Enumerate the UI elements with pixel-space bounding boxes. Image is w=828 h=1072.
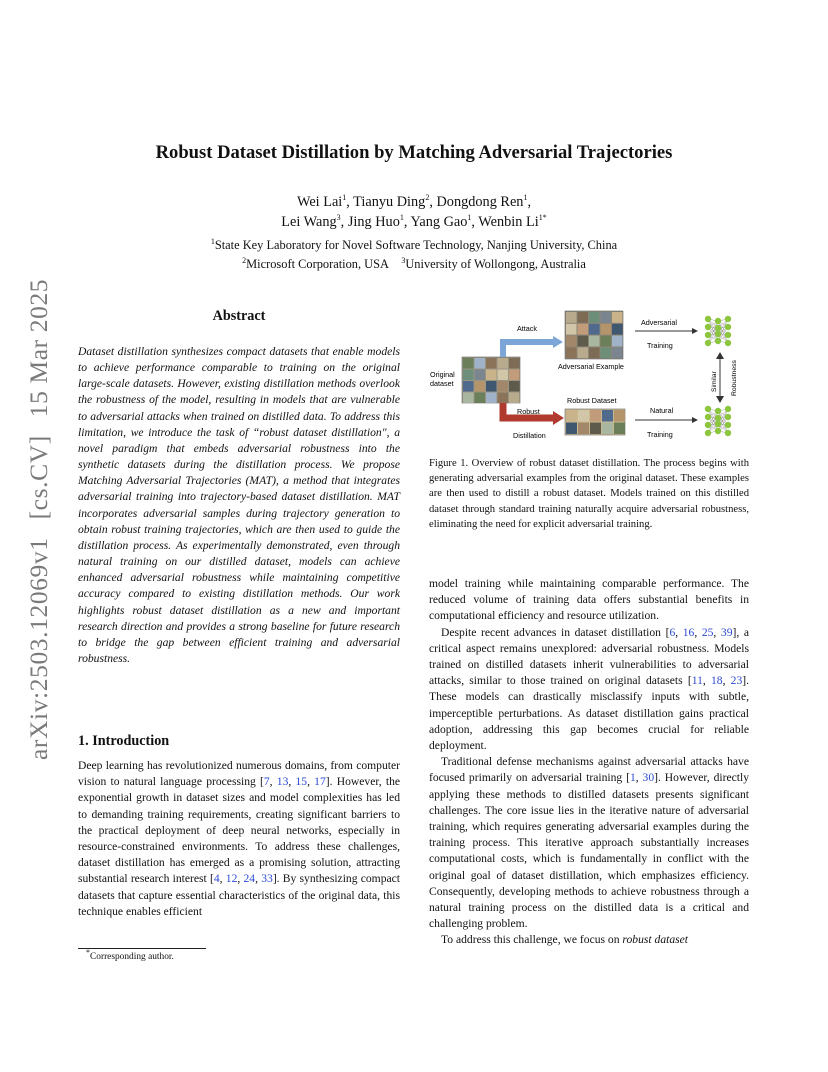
arxiv-side-stamp xyxy=(14,280,64,760)
network-node xyxy=(725,324,731,330)
author-affiliation-mark: 3 xyxy=(336,213,341,223)
author-affiliation-mark: 2 xyxy=(425,193,430,203)
intro-paragraph-3 xyxy=(429,754,749,932)
thumbnail-image xyxy=(566,324,577,335)
network-node xyxy=(715,318,721,324)
original-label-1: Original xyxy=(430,370,455,379)
thumbnail-image xyxy=(590,423,601,435)
thumbnail-image xyxy=(578,347,589,358)
author-name: Wei Lai xyxy=(296,194,343,210)
thumbnail-image xyxy=(566,336,577,347)
thumbnail-image xyxy=(601,324,612,335)
paragraph-text: Deep learning has revolutionized numerous domains, from computer vision to natural language processing [ xyxy=(78,759,400,789)
thumbnail-image xyxy=(589,347,600,358)
network-node xyxy=(715,408,721,414)
thumbnail-image xyxy=(509,358,520,369)
footnote: *Corresponding author. xyxy=(86,947,174,962)
paragraph-text: , xyxy=(694,625,702,639)
network-node xyxy=(705,324,711,330)
network-node xyxy=(725,340,731,346)
thumbnail-image xyxy=(475,370,486,381)
thumbnail-image xyxy=(612,312,623,323)
paragraph-text: , xyxy=(702,674,711,688)
network-node xyxy=(715,338,721,344)
natural-label: Natural xyxy=(650,406,674,415)
author-affiliation-mark: 1 xyxy=(467,213,472,223)
author-list xyxy=(0,192,828,232)
citation-link[interactable]: 11 xyxy=(691,674,703,688)
author-name: Dongdong Ren xyxy=(436,194,524,210)
footnote-rule xyxy=(78,948,206,949)
paragraph-text: To address this challenge, we focus on xyxy=(441,933,623,947)
affiliations xyxy=(0,236,828,274)
affiliation-1: $^1$State Key Laboratory for Novel Software Technology, Nanjing University, China xyxy=(210,236,618,252)
thumbnail-image xyxy=(578,423,589,435)
abstract-text: Dataset distillation synthesizes compact datasets that enable models to achieve performance comparable to training on the original large-scale datasets. However, existing distillation methods overlook the robustness of the model, resulting in models that are vulnerable to adversarial attacks when trained on distilled data. To address this limitation, we introduce the task of “robust dataset distillation", a novel paradigm that embeds adversarial robustness into the synthetic datasets during the distillation process. We propose Matching Adversarial Trajectories (MAT), a method that integrates adversarial training into trajectory-based dataset distillation. MAT incorporates adversarial samples during trajectory generation to obtain robust training trajectories, which are then used to guide the distillation process. As experimentally demonstrated, even through natural training on our distilled dataset, models can achieve enhanced adversarial robustness while maintaining competitive accuracy compared to existing distillation methods. Our work highlights robust dataset distillation as a new and important research direction and provides a strong baseline for future research to bridge the gap between efficient training and adversarial robustness. xyxy=(78,345,400,665)
intro-heading: 1. Introduction xyxy=(78,733,170,749)
thumbnail-image xyxy=(578,312,589,323)
paragraph-text: Traditional defense mechanisms against adversarial attacks have focused primarily on adversarial training [ xyxy=(429,755,749,785)
thumbnail-image xyxy=(486,381,497,392)
thumbnail-image xyxy=(590,410,601,422)
citation-link[interactable]: 33 xyxy=(261,872,273,886)
paragraph-text: ]. However, the exponential growth in dataset sizes and model complexities has led to demanding training requirements, creating significant barriers to the practical deployment of deep neural networks, especially in resource-constrained environments. To address these challenges, dataset distillation has emerged as a promising solution, attracting substantial research interest [ xyxy=(78,775,401,886)
thumbnail-image xyxy=(612,336,623,347)
citation-link[interactable]: 13 xyxy=(276,775,289,789)
thumbnail-image xyxy=(601,347,612,358)
paragraph-text: , xyxy=(237,872,244,886)
paragraph-text: , xyxy=(219,872,226,886)
intro-paragraph-4 xyxy=(429,932,749,948)
author-line-1: Wei Lai$^1$, Tianyu Ding$^2$, Dongdong Ren$^1$, xyxy=(296,193,532,210)
training-label-bottom: Training xyxy=(647,430,673,439)
citation-link[interactable]: 6 xyxy=(669,625,676,639)
adversarial-example-thumbnails xyxy=(565,311,623,359)
network-top-icon xyxy=(705,316,731,346)
network-node xyxy=(725,332,731,338)
citation-link[interactable]: 12 xyxy=(225,872,238,886)
thumbnail-image xyxy=(614,423,625,435)
network-node xyxy=(715,325,721,331)
network-node xyxy=(715,421,721,427)
author-name: Yang Gao xyxy=(410,214,468,230)
paragraph-text: ]. By synthesizing compact datasets that capture essential characteristics of the original data, this technique enables efficient xyxy=(78,872,401,918)
citation-link[interactable]: 16 xyxy=(682,625,695,639)
figure-1-caption: Figure 1. Overview of robust dataset distillation. The process begins with generating adversarial examples from the original dataset. These examples are then used to distill a robust dataset. Models trained on this distilled dataset through standard training naturally acquire adversarial robustness, eliminating the need for explicit adversarial training. xyxy=(429,458,749,530)
intro-paragraph-2 xyxy=(429,625,749,755)
robustness-label: Robustness xyxy=(731,360,738,396)
thumbnail-image xyxy=(498,381,509,392)
paragraph-text: ]. These models can drastically misclassify inputs with subtle, imperceptible perturbations. As dataset distillation gains practical adoption, addressing this gap becomes crucial for reliable deployment. xyxy=(429,674,750,753)
thumbnail-image xyxy=(509,381,520,392)
paragraph-text: , xyxy=(713,625,721,639)
arxiv-category: [cs.CV] xyxy=(24,435,53,520)
citation-link[interactable]: 7 xyxy=(263,775,270,789)
network-node xyxy=(725,414,731,420)
thumbnail-image xyxy=(601,312,612,323)
italic-text: robust dataset xyxy=(622,933,689,947)
distillation-label: Distillation xyxy=(513,431,546,440)
thumbnail-image xyxy=(612,324,623,335)
network-node xyxy=(705,316,711,322)
paragraph-text: , xyxy=(675,625,683,639)
thumbnail-image xyxy=(602,410,613,422)
network-node xyxy=(705,340,711,346)
network-node xyxy=(725,430,731,436)
thumbnail-image xyxy=(463,381,474,392)
affiliation-2-3: $^2$Microsoft Corporation, USA $^3$University of Wollongong, Australia xyxy=(242,255,586,271)
author-affiliation-mark: 1 xyxy=(523,193,528,203)
figure-1-diagram xyxy=(425,300,753,445)
thumbnail-image xyxy=(498,358,509,369)
thumbnail-image xyxy=(566,423,577,435)
figure-1 xyxy=(425,300,753,445)
network-node xyxy=(725,316,731,322)
thumbnail-image xyxy=(475,393,486,404)
thumbnail-image xyxy=(463,358,474,369)
attack-label: Attack xyxy=(517,324,537,333)
adversarial-label: Adversarial xyxy=(641,318,677,327)
thumbnail-image xyxy=(566,312,577,323)
citation-link[interactable]: 18 xyxy=(710,674,723,688)
citation-link[interactable]: 25 xyxy=(701,625,714,639)
citation-link[interactable]: 24 xyxy=(243,872,256,886)
network-node xyxy=(705,422,711,428)
network-node xyxy=(705,430,711,436)
paragraph-text: , xyxy=(255,872,262,886)
thumbnail-image xyxy=(498,393,509,404)
thumbnail-image xyxy=(509,393,520,404)
training-label-top: Training xyxy=(647,341,673,350)
paragraph-text: , xyxy=(288,775,296,789)
similar-label: Similar xyxy=(711,371,718,392)
paragraph-text: , xyxy=(269,775,277,789)
thumbnail-image xyxy=(578,410,589,422)
thumbnail-image xyxy=(463,393,474,404)
citation-link[interactable]: 17 xyxy=(314,775,326,789)
paragraph-text: Despite recent advances in dataset distillation [ xyxy=(441,625,670,639)
network-node xyxy=(705,332,711,338)
thumbnail-image xyxy=(475,358,486,369)
author-name: Wenbin Li xyxy=(478,214,539,230)
thumbnail-image xyxy=(614,410,625,422)
author-name: Lei Wang xyxy=(281,214,337,230)
thumbnail-image xyxy=(589,324,600,335)
thumbnail-image xyxy=(486,358,497,369)
intro-paragraph-1 xyxy=(78,758,400,920)
thumbnail-image xyxy=(486,370,497,381)
network-node xyxy=(705,414,711,420)
thumbnail-image xyxy=(486,393,497,404)
abstract-heading: Abstract xyxy=(212,308,266,324)
thumbnail-image xyxy=(578,324,589,335)
network-node xyxy=(715,331,721,337)
thumbnail-image xyxy=(589,312,600,323)
intro-paragraph-1-continued: model training while maintaining comparable performance. The reduced volume of training data offers substantial benefits in computational efficiency and resource utilization. xyxy=(429,577,749,623)
paragraph-text: , xyxy=(635,771,643,785)
robust-label: Robust xyxy=(517,407,540,416)
adversarial-example-label: Adversarial Example xyxy=(558,362,624,371)
arxiv-id: arXiv:2503.12069v1 xyxy=(24,537,53,760)
thumbnail-image xyxy=(589,336,600,347)
paragraph-text: ], a critical aspect remains unexplored: adversarial robustness. Models trained on distilled datasets inherit vulnerabilities to adversarial attacks, similar to those trained on original datasets [ xyxy=(429,625,750,688)
author-name: Tianyu Ding xyxy=(353,194,426,210)
citation-link[interactable]: 39 xyxy=(720,625,733,639)
original-label-2: dataset xyxy=(430,379,454,388)
author-affiliation-mark: 1 xyxy=(399,213,404,223)
thumbnail-image xyxy=(475,381,486,392)
thumbnail-image xyxy=(566,410,577,422)
citation-link[interactable]: 23 xyxy=(730,674,743,688)
author-line-2: Lei Wang$^3$, Jing Huo$^1$, Yang Gao$^1$, Wenbin $Li^{1*}$ xyxy=(281,213,547,230)
thumbnail-image xyxy=(498,370,509,381)
network-node xyxy=(725,422,731,428)
author-affiliation-mark: 1 xyxy=(342,193,347,203)
thumbnail-image xyxy=(612,347,623,358)
original-dataset-thumbnails xyxy=(462,357,520,403)
thumbnail-image xyxy=(602,423,613,435)
thumbnail-image xyxy=(578,336,589,347)
author-affiliation-mark: 1* xyxy=(538,213,547,223)
citation-link[interactable]: 30 xyxy=(642,771,655,785)
robust-dataset-label: Robust Dataset xyxy=(567,396,617,405)
thumbnail-image xyxy=(509,370,520,381)
right-column-text xyxy=(429,576,749,949)
network-node xyxy=(715,428,721,434)
citation-link[interactable]: 15 xyxy=(295,775,308,789)
citation-link[interactable]: 1 xyxy=(629,771,636,785)
thumbnail-image xyxy=(601,336,612,347)
thumbnail-image xyxy=(566,347,577,358)
paragraph-text: , xyxy=(307,775,315,789)
robust-dataset-thumbnails xyxy=(565,409,625,435)
network-node xyxy=(715,415,721,421)
attack-arrow xyxy=(503,342,553,357)
thumbnail-image xyxy=(463,370,474,381)
author-name: Jing Huo xyxy=(347,214,400,230)
network-node xyxy=(705,406,711,412)
citation-link[interactable]: 4 xyxy=(213,872,220,886)
network-bottom-icon xyxy=(705,406,731,436)
paragraph-text: ]. However, directly applying these methods to distilled datasets presents significant challenges. The core issue lies in the iterative nature of adversarial training, which requires generating adversarial examples during the training process. This iterative approach substantially increases computational costs, which is fundamentally in conflict with the original goal of dataset distillation, which emphasizes efficiency. Consequently, developing methods to achieve robustness through a natural training process on the distilled data is a critical and challenging problem. xyxy=(429,771,749,931)
paper-title: Robust Dataset Distillation by Matching Adversarial Trajectories xyxy=(155,142,673,163)
paragraph-text: , xyxy=(722,674,731,688)
arxiv-date: 15 Mar 2025 xyxy=(24,278,53,418)
network-node xyxy=(725,406,731,412)
